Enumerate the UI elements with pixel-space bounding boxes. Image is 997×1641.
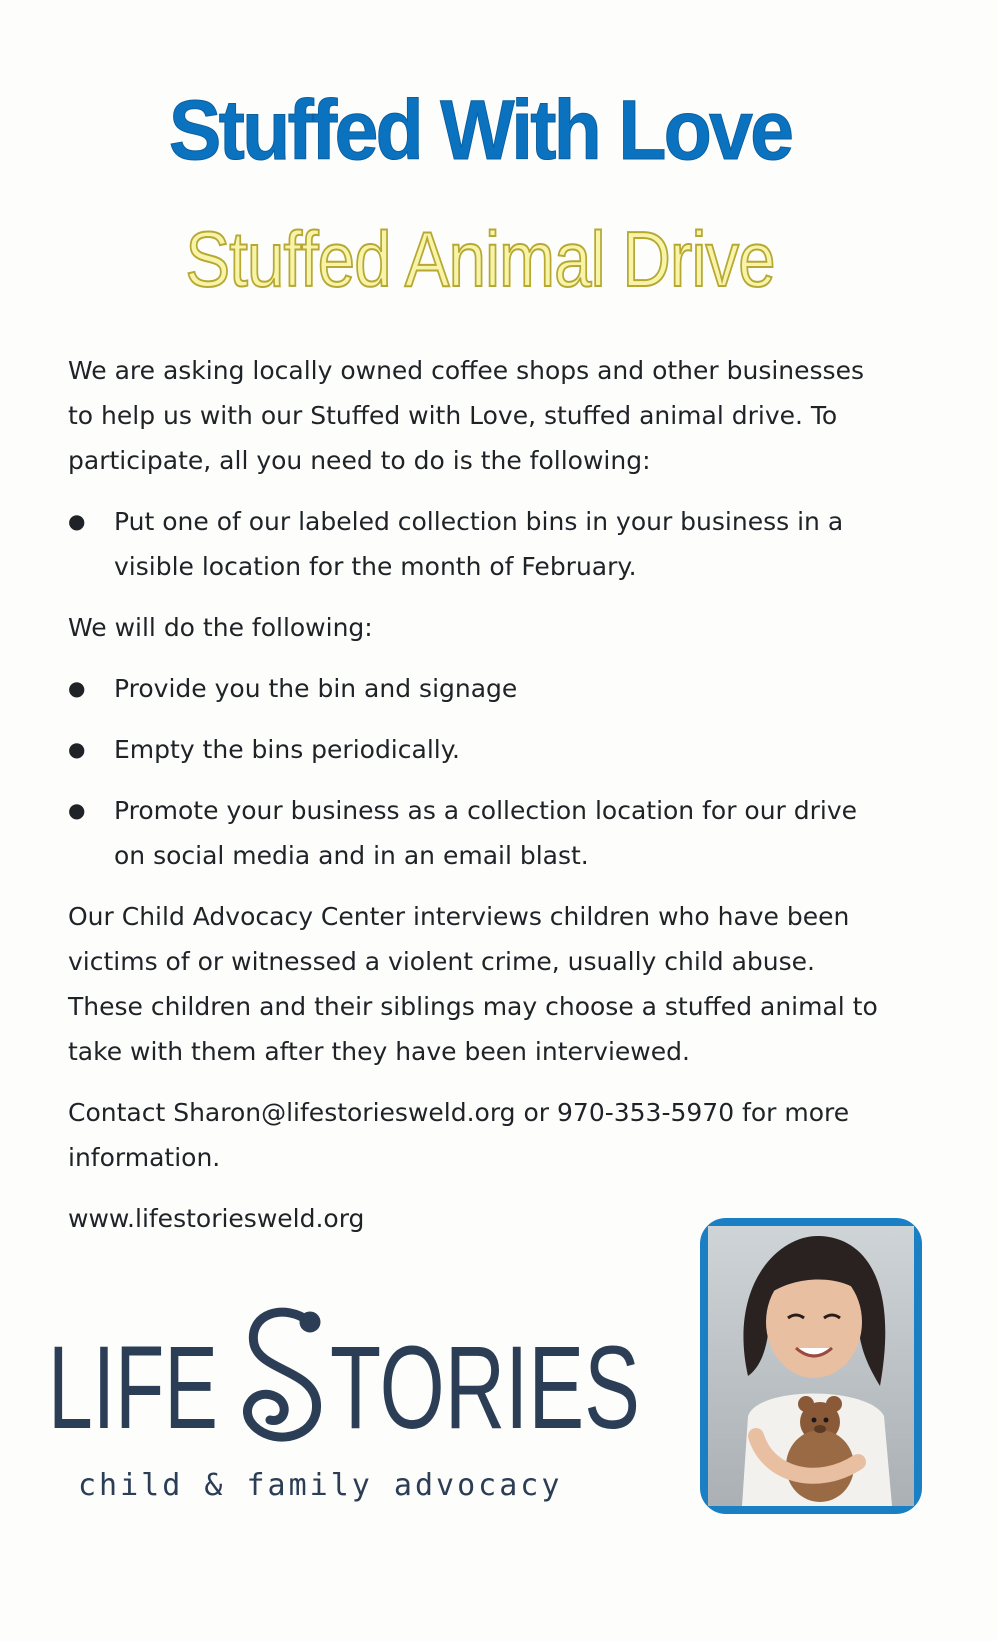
bullet-text: Provide you the bin and signage — [114, 674, 518, 703]
flyer-body — [68, 348, 888, 1257]
bullet-icon: ● — [68, 737, 86, 761]
about-paragraph: Our Child Advocacy Center interviews children who have been victims of or witnessed a violent crime, usually child abuse. These children and their siblings may choose a stuffed animal to take with them after they have been interviewed. — [68, 902, 878, 1066]
intro-paragraph: We are asking locally owned coffee shops and other businesses to help us with our Stuffed with Love, stuffed animal drive. To participate, all you need to do is the following: — [68, 356, 864, 475]
flyer-title: Stuffed With Love — [168, 83, 792, 177]
child-with-teddy-image — [708, 1226, 914, 1506]
flyer-subtitle: Stuffed Animal Drive — [185, 215, 775, 303]
logo-word-right: TORIES — [330, 1322, 640, 1454]
list-item — [68, 499, 888, 589]
list-item — [68, 788, 888, 878]
bullet-icon: ● — [68, 798, 86, 822]
contact-paragraph: Contact Sharon@lifestoriesweld.org or 970-353-5970 for more information. — [68, 1098, 850, 1172]
logo-swirl-s-icon — [247, 1312, 316, 1437]
bullet-icon: ● — [68, 676, 86, 700]
bullet-text: Empty the bins periodically. — [114, 735, 460, 764]
list-item — [68, 666, 888, 711]
lifestories-logo — [48, 1300, 668, 1460]
list-item — [68, 727, 888, 772]
child-photo — [700, 1218, 922, 1514]
bullet-icon: ● — [68, 509, 86, 533]
logo-tagline: child & family advocacy — [78, 1468, 563, 1503]
bullet-text: Put one of our labeled collection bins in your business in a visible location for the month of February. — [114, 507, 844, 581]
logo-word-left: LIFE — [48, 1322, 218, 1454]
bullet-text: Promote your business as a collection location for our drive on social media and in an email blast. — [114, 796, 858, 870]
we-will-heading: We will do the following: — [68, 613, 373, 642]
website-link[interactable]: www.lifestoriesweld.org — [68, 1204, 365, 1233]
